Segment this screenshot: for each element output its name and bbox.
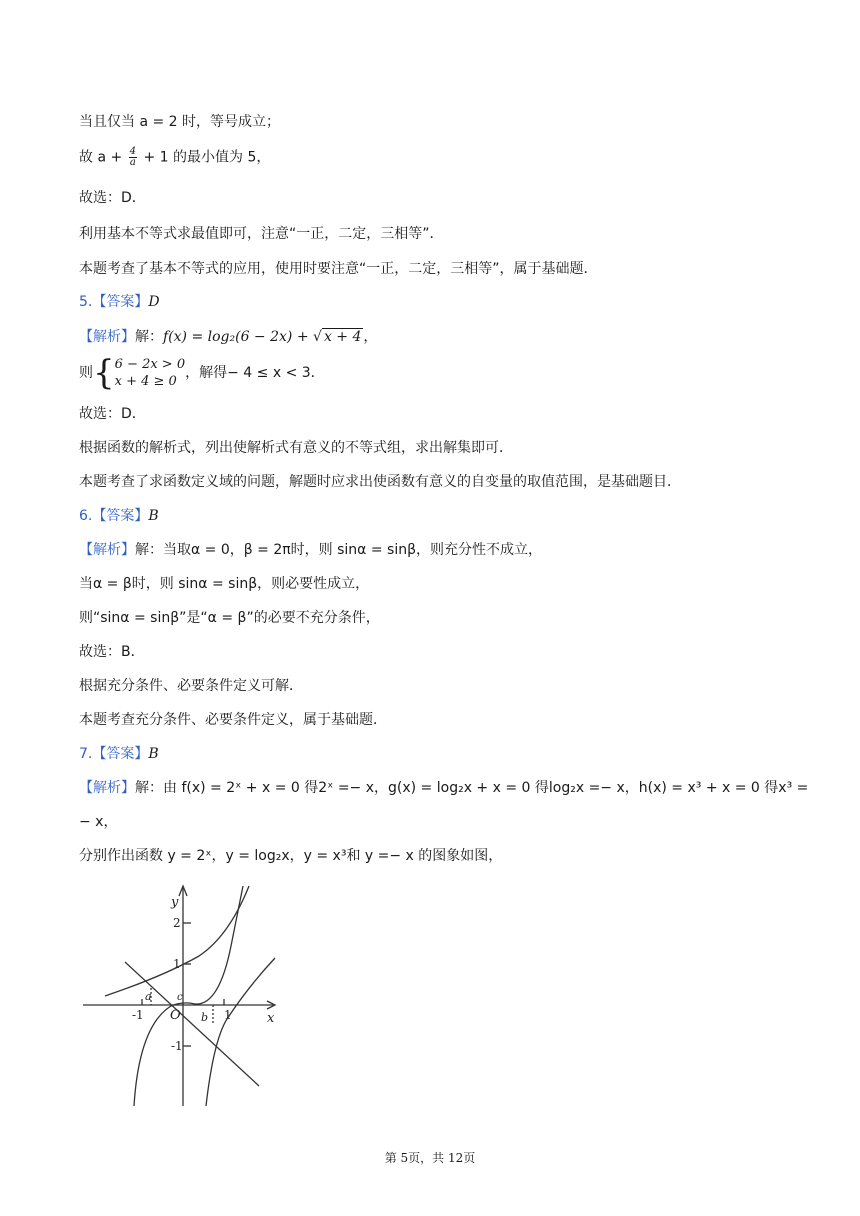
text-line: 当α = β时，则 sinα = sinβ，则必要性成立，: [79, 576, 370, 592]
function-graph: [79, 876, 279, 1108]
axis-label-x: x: [267, 1011, 275, 1026]
text-fragment: 解：当取α = 0，β = 2π时，则 sinα = sinβ，则充分性不成立，: [135, 542, 543, 558]
answer-label: 6.【答案】: [79, 508, 149, 524]
text-fragment: 则: [79, 365, 93, 381]
text-fragment: 故 a +: [79, 149, 127, 166]
answer-label: 7.【答案】: [79, 746, 149, 762]
math-expression: f(x) = log₂(6 − 2x) +: [163, 329, 314, 345]
text-fragment: 解：由 f(x) = 2ˣ + x = 0 得2ˣ =− x，g(x) = log₂x + x = 0 得log₂x =− x，h(x) = x³ + x = 0 得x³ =: [135, 780, 809, 796]
analysis-line-q7: [79, 778, 808, 798]
answer-line-q6: [79, 506, 159, 526]
fraction-denominator: a: [129, 157, 136, 168]
text-line: 则“sinα = sinβ”是“α = β”的必要不充分条件，: [79, 610, 380, 626]
point-label-b: b: [201, 1011, 209, 1024]
answer-line-q5: [79, 292, 160, 312]
text-fragment: + 1 的最小值为 5，: [139, 149, 271, 166]
text-line: 本题考查了基本不等式的应用，使用时要注意“一正，二定，三相等”，属于基础题．: [79, 261, 598, 277]
text-line: 分别作出函数 y = 2ˣ，y = log₂x，y = x³和 y =− x 的图象如图，: [79, 848, 503, 864]
text-line: 故选：D．: [79, 190, 146, 206]
text-line: − x，: [79, 814, 118, 830]
brace-icon: {: [93, 353, 115, 393]
page-footer: 第 5页，共 12页: [384, 1151, 476, 1165]
sqrt-expression: x + 4: [323, 329, 362, 345]
system-line-q5: [79, 353, 325, 393]
answer-label: 5.【答案】: [79, 294, 149, 310]
text-line-min-value: [79, 147, 270, 168]
text-line: 本题考查了求函数定义域的问题，解题时应求出使函数有意义的自变量的取值范围，是基础题目．: [79, 474, 681, 490]
analysis-label: 【解析】: [79, 542, 135, 558]
analysis-label: 【解析】: [79, 780, 135, 796]
text-line: 本题考查充分条件、必要条件定义，属于基础题．: [79, 712, 387, 728]
fraction-numerator: 4: [129, 146, 137, 157]
analysis-line-q5: 【解析】解：f(x) = log₂(6 − 2x) + √ x + 4 ，: [79, 329, 378, 345]
analysis-label: 【解析】: [79, 329, 135, 345]
text-line: 根据充分条件、必要条件定义可解．: [79, 678, 303, 694]
text-line: 根据函数的解析式，列出使解析式有意义的不等式组，求出解集即可．: [79, 440, 513, 456]
tick-label-y-2: 2: [173, 916, 181, 930]
inequality-system: [115, 356, 185, 390]
curve-log2-x: [206, 958, 275, 1106]
analysis-line-q6: [79, 540, 542, 560]
answer-line-q7: [79, 744, 159, 764]
point-label-a: a: [145, 990, 152, 1003]
tick-label-x-neg1: -1: [132, 1008, 144, 1022]
line-neg-x: [125, 962, 259, 1086]
text-fragment: ，解得− 4 ≤ x < 3．: [185, 365, 325, 381]
text-line: 利用基本不等式求最值即可，注意“一正，二定，三相等”．: [79, 226, 444, 242]
text-line: 当且仅当 a = 2 时，等号成立；: [79, 114, 281, 130]
tick-label-y-1: 1: [173, 957, 181, 971]
text-fragment: ，: [363, 329, 378, 345]
point-label-c: c: [177, 992, 183, 1003]
text-line: 故选：D．: [79, 406, 146, 422]
text-line: 故选：B．: [79, 644, 145, 660]
inequality-2: x + 4 ≥ 0: [114, 374, 177, 389]
inequality-1: 6 − 2x > 0: [114, 357, 186, 372]
fraction: [129, 147, 137, 168]
origin-label: O: [170, 1008, 181, 1023]
text-fragment: 解：: [135, 329, 163, 345]
tick-label-y-neg1: -1: [171, 1039, 183, 1053]
tick-label-x-1: 1: [224, 1008, 232, 1022]
answer-value: B: [148, 508, 159, 524]
axis-label-y: y: [171, 895, 179, 910]
answer-value: B: [148, 746, 159, 762]
answer-value: D: [148, 294, 160, 310]
